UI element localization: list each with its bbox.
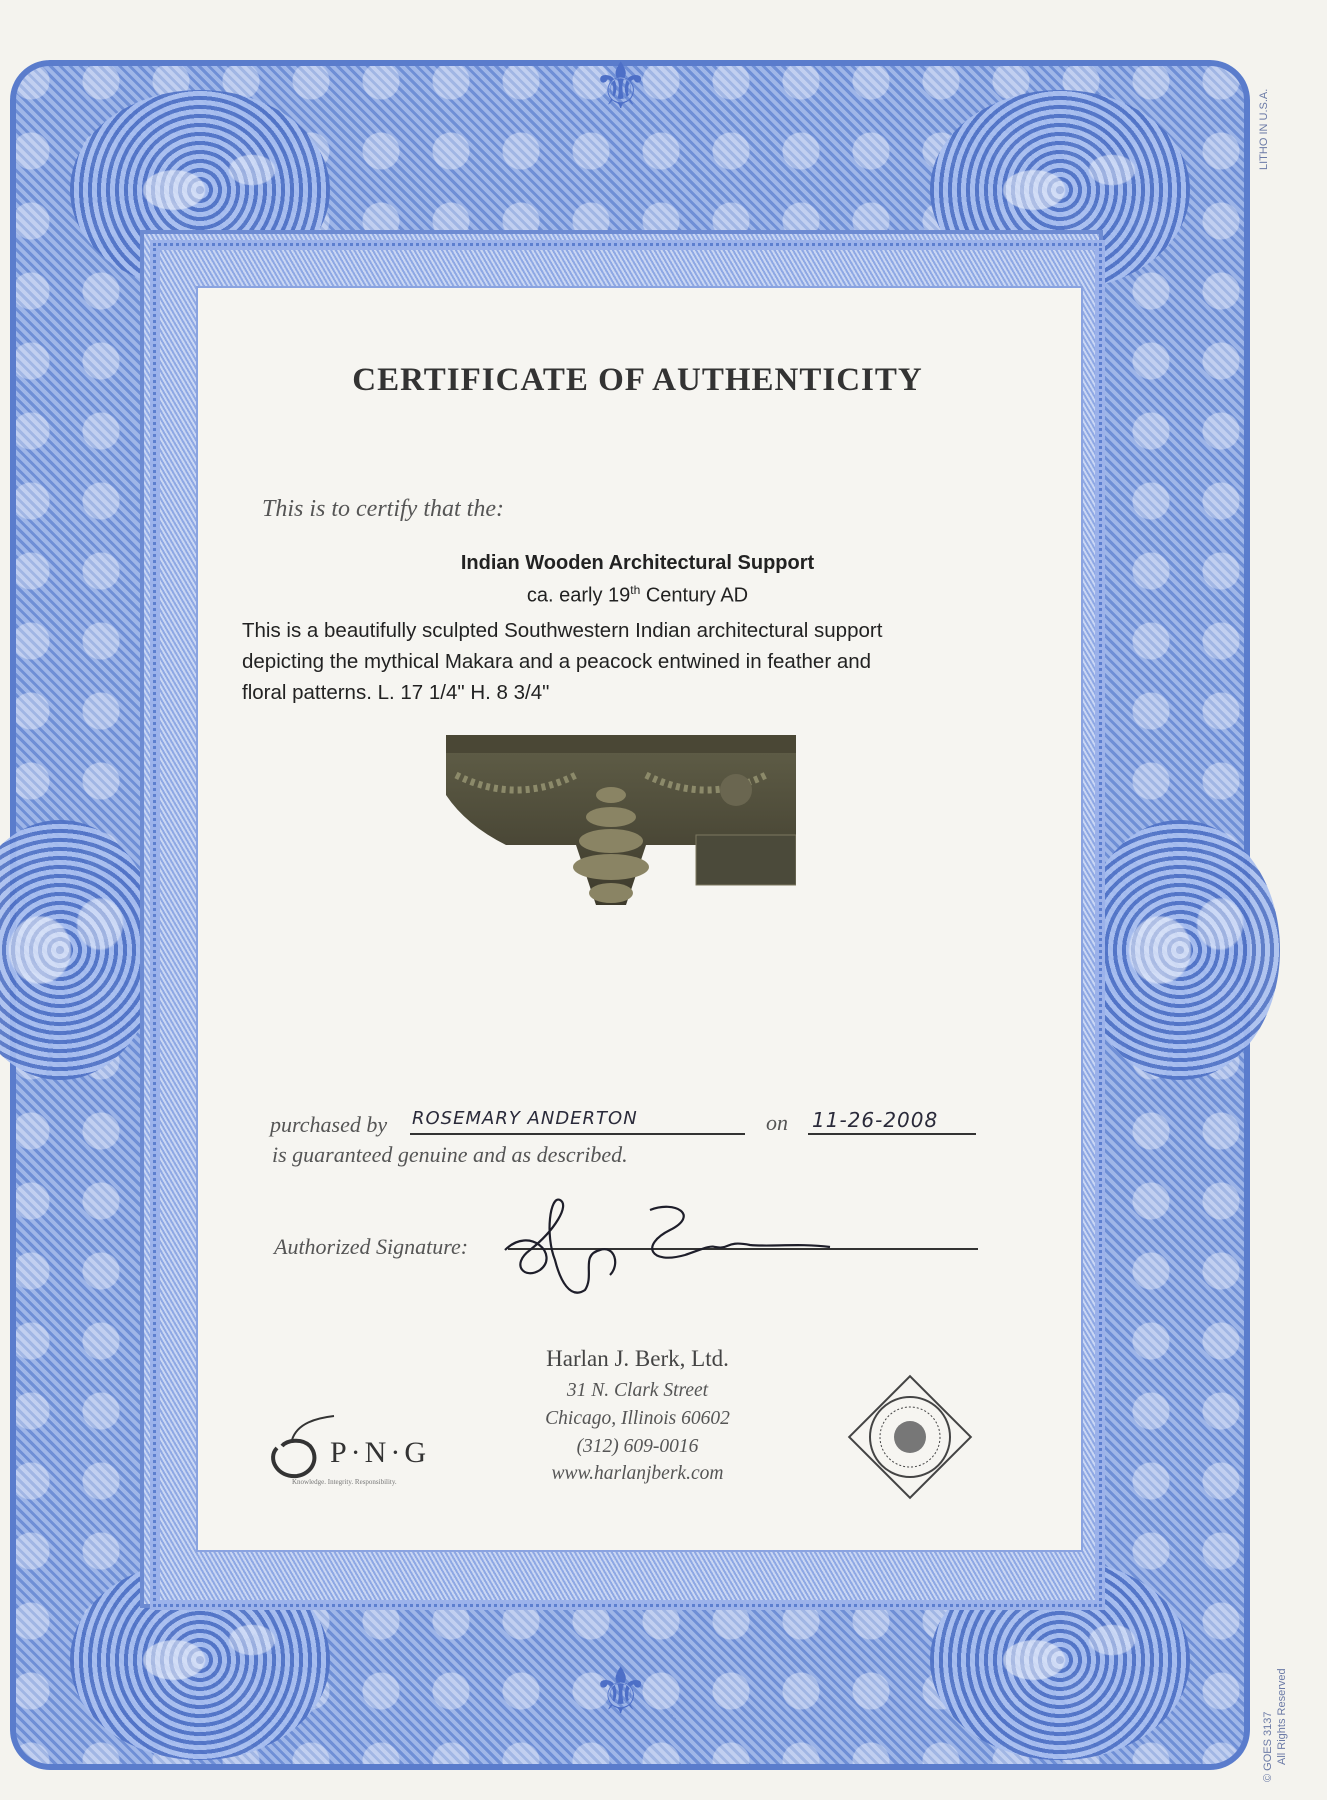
description-line: This is a beautifully sculpted Southwestern Indian architectural support	[242, 619, 883, 642]
association-seal-icon	[845, 1372, 975, 1502]
fleur-de-lis-bottom-icon: ⚜	[592, 1655, 650, 1729]
on-label: on	[766, 1110, 788, 1135]
scroll-ornament-right-mid	[1080, 820, 1280, 1080]
dealer-street: 31 N. Clark Street	[566, 1380, 709, 1401]
png-tagline: Knowledge. Integrity. Responsibility.	[292, 1478, 397, 1486]
guarantee-line: is guaranteed genuine and as described.	[272, 1142, 628, 1167]
dealer-city: Chicago, Illinois 60602	[545, 1408, 730, 1429]
goes-copyright-text: © GOES 3137	[1262, 1711, 1274, 1782]
item-name: Indian Wooden Architectural Support	[460, 552, 815, 574]
rights-text: All Rights Reserved	[1276, 1668, 1288, 1765]
fleur-de-lis-top-icon: ⚜	[592, 50, 650, 124]
purchased-by-label: purchased by	[270, 1112, 388, 1137]
description-line: floral patterns. L. 17 1/4" H. 8 3/4"	[242, 681, 550, 704]
purchaser-name: ROSEMARY ANDERTON	[412, 1108, 638, 1129]
purchaser-rule	[410, 1133, 745, 1135]
png-logo-text: P·N·G	[330, 1436, 430, 1469]
item-header	[196, 552, 1079, 608]
purchase-date: 11-26-2008	[812, 1108, 939, 1132]
dealer-phone: (312) 609-0016	[576, 1436, 699, 1457]
description-line: depicting the mythical Makara and a peacock entwined in feather and	[242, 650, 872, 673]
certificate-title: CERTIFICATE OF AUTHENTICITY	[352, 362, 923, 398]
item-date: ca. early 19th Century AD	[526, 583, 749, 607]
item-description	[242, 615, 1022, 708]
litho-text: LITHO IN U.S.A.	[1258, 88, 1270, 170]
certify-line: This is to certify that the:	[262, 496, 504, 522]
dealer-website: www.harlanjberk.com	[551, 1463, 724, 1484]
dealer-name: Harlan J. Berk, Ltd.	[546, 1346, 729, 1371]
signature-label: Authorized Signature:	[274, 1234, 469, 1259]
artifact-photo	[446, 735, 796, 915]
handwritten-signature	[500, 1195, 840, 1305]
date-rule	[808, 1133, 976, 1135]
